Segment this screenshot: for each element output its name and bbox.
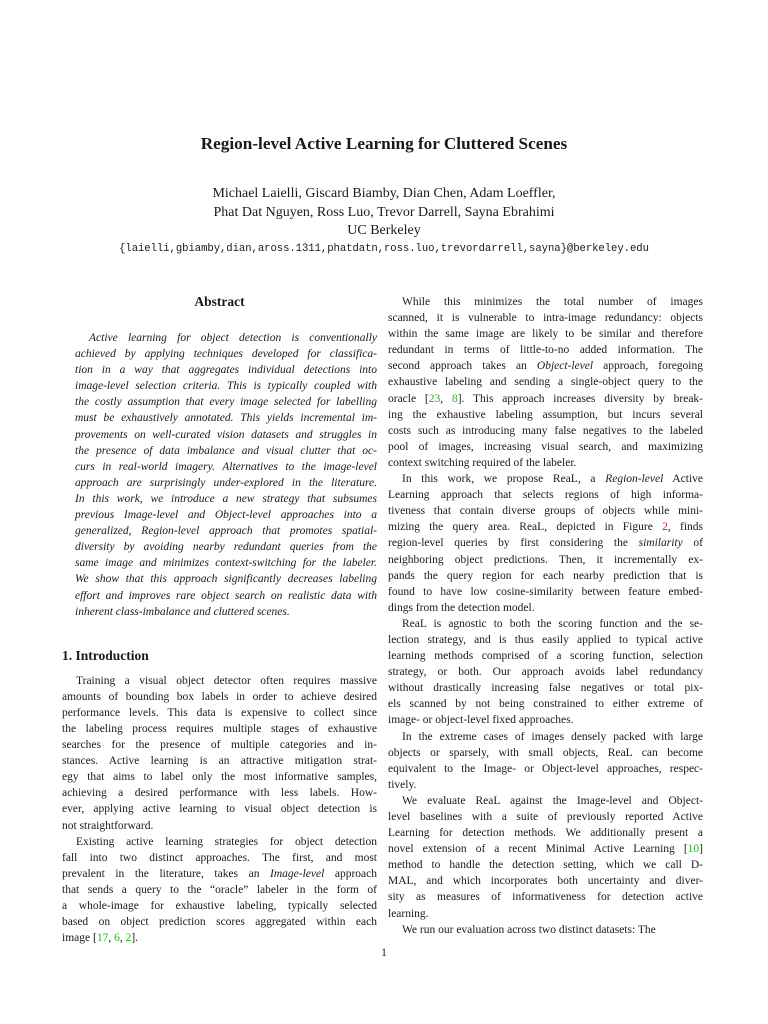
text-line: prevalent in the literature, takes an Image-level approach [62,867,377,880]
emphasis: similarity [638,537,683,550]
text-line: without drastically increasing false negatives or total pix- [388,682,703,695]
emphasis: Region-level [605,473,664,486]
abstract-line: In this work, we introduce a new strategy that subsumes [75,492,377,505]
citation-link[interactable]: 17 [96,932,109,945]
text-line: second approach takes an Object-level approach, foregoing [388,360,703,373]
emphasis: Image-level [270,867,325,880]
text-line: egy that aims to label only the most informative samples, [62,771,377,784]
text-line: within the same image are likely to be similar and therefore [388,328,703,341]
citation-link[interactable]: 10 [687,843,700,856]
paragraph [388,729,703,793]
citation-link[interactable]: 2 [125,932,132,945]
email-line: {laielli,gbiamby,dian,aross.1311,phatdatn,ross.luo,trevordarrell,sayna}@berkeley.edu [119,243,649,255]
abstract-heading: Abstract [194,294,245,309]
text-line: objects or sparsely, with small objects, ReaL can become [388,746,703,759]
text-line: mizing the query area. ReaL, depicted in Figure 2, finds [388,521,703,534]
author-block [0,185,768,241]
abstract-line: approach are surprisingly under-explored in the literature. [75,476,377,489]
text-line: pands the query region for each nearby prediction that is [388,569,703,582]
abstract-body [62,330,377,620]
text-line: image- or object-level fixed approaches. [388,714,574,727]
abstract-line: achieved by applying techniques developed for classifica- [75,348,377,361]
text-line: redundant in terms of little-to-no added information. The [388,344,703,357]
abstract-line: provements on well-curated vision datasets and struggles in [75,428,377,441]
text-line: scanned, it is vulnerable to intra-image redundancy: objects [388,312,703,325]
abstract-line: same image and minimizes context-switching for the labeler. [75,557,377,570]
text-line: method to handle the detection setting, which we call D- [388,859,703,872]
text-line: sity as measures of informativeness for detection active [388,891,703,904]
paper-title: Region-level Active Learning for Cluttered Scenes [200,134,568,153]
text-line: In this work, we propose ReaL, a Region-level Active [402,473,703,486]
left-column [62,290,377,946]
paragraph [62,834,377,947]
text-line: a whole-image for exhaustive labeling, typically selected [62,900,377,912]
text-line: context switching required of the labeler. [388,456,577,469]
text-line: that sends a query to the “oracle” labeler in the form of [62,883,377,896]
text-line: image [17, 6, 2]. [62,932,139,945]
text-line: achieving a desired performance with less labels. How- [62,787,377,800]
citation-link[interactable]: 6 [114,932,120,945]
text-line: Learning approach that selects regions of high informa- [388,489,703,502]
text-line: oracle [23, 8]. This approach increases diversity by break- [388,392,703,405]
text-line: found to have low cosine-similarity between feature embed- [388,585,703,598]
abstract-line: We show that this approach significantly decreases labeling [75,573,377,586]
citation-link[interactable]: 23 [428,392,441,405]
paragraph [62,673,377,834]
right-column [388,294,703,938]
abstract-line: the presence of data imbalance and visual clutter that oc- [75,444,377,457]
text-line: We run our evaluation across two distinct datasets: The [402,923,656,936]
text-line: equivalent to the Image- or Object-level approaches, respec- [388,762,703,775]
abstract-line: Active learning for object detection is conventionally [89,332,377,344]
text-line: ever, applying active learning to visual object detection is [62,803,377,816]
abstract-line: effort and improves rare object search on realistic data with [75,589,377,602]
section-heading-introduction: 1. Introduction [62,647,149,663]
text-line: region-level queries by first considering the similarity of [388,537,703,550]
text-line: fall into two distinct approaches. The first, and most [62,851,377,864]
text-line: tiveness that contain diverse groups of objects while mini- [388,505,703,518]
text-line: Existing active learning strategies for object detection [76,835,377,848]
figure-reference-link[interactable]: 2 [662,521,668,534]
text-line: strategy, or both. Our approach avoids label redundancy [388,666,703,679]
text-line: learning. [388,907,429,920]
text-line: While this minimizes the total number of images [402,296,703,308]
abstract-line: the costly assumption that every image selected for labelling [75,396,377,409]
abstract-line: image-level selection criteria. This is typically coupled with [75,380,377,393]
author-line: Michael Laielli, Giscard Biamby, Dian Chen, Adam Loeffler, [212,186,556,201]
text-line: els scanned by not being constrained to either extreme of [388,698,703,711]
text-line: amounts of bounding box labels in order to achieve desired [62,690,377,703]
text-line: not straightforward. [62,819,154,832]
text-line: novel extension of a recent Minimal Active Learning [10] [388,843,703,856]
paragraph [388,922,703,938]
text-line: exhaustive labeling and sending a single-object query to the [388,376,703,389]
abstract-line: inherent class-imbalance and cluttered scenes. [75,605,290,618]
text-line: Learning for detection methods. We additionally present a [388,827,703,840]
author-line: Phat Dat Nguyen, Ross Luo, Trevor Darrell, Sayna Ebrahimi [213,204,555,220]
abstract-line: tion in a way that aggregates individual detections into [75,364,377,377]
text-line: dings from the detection model. [388,601,535,614]
abstract-line: diversity by avoiding nearby redundant queries from the [75,541,377,554]
text-line: Training a visual object detector often requires massive [76,674,377,687]
abstract-line: curs in real-world imagery. Alternatives to the image-level [75,460,377,473]
text-line: ing the exhaustive labeling assumption, but incurs several [388,408,703,421]
text-line: We evaluate ReaL against the Image-level and Object- [402,794,703,807]
abstract-line: previous Image-level and Object-level approaches into a [75,509,377,522]
text-line: costs such as introducing many false negatives to the labeled [388,424,703,437]
text-line: neighboring object predictions. Then, it incrementally ex- [388,553,703,566]
text-line: In the extreme cases of images densely packed with large [402,730,703,743]
text-line: stances. Active learning is an attractive mitigation strat- [62,755,377,768]
text-line: ReaL is agnostic to both the scoring function and the se- [402,617,703,630]
abstract-line: must be exhaustively annotated. This yields incremental im- [75,412,377,425]
emphasis: Object-level [536,360,594,373]
text-line: based on object prediction scores aggregated within each [62,916,377,929]
text-line: learning methods comprised of a scoring function, selection [388,650,703,663]
paragraph [388,616,703,729]
introduction-body [62,673,377,947]
citation-link[interactable]: 8 [451,392,458,405]
paragraph [388,471,703,616]
text-line: level baselines with a suite of previously reported Active [388,811,703,823]
paragraph [388,294,703,471]
text-line: lection strategy, and is thus easily applied to typical active [388,633,703,646]
text-line: searches for the presence of multiple categories and in- [62,739,377,752]
text-line: performance levels. This data is expensive to collect since [62,706,377,719]
paragraph [388,793,703,922]
text-line: tively. [388,778,417,791]
affiliation: UC Berkeley [347,223,421,238]
page-number: 1 [381,947,387,959]
text-line: pool of images, increasing visual search, and maximizing [388,440,703,453]
text-line: MAL, and which incorporates both uncertainty and diver- [388,875,703,888]
abstract-line: generalized, Region-level approach that promotes spatial- [75,525,377,538]
text-line: the labeling process requires multiple stages of exhaustive [62,722,377,735]
